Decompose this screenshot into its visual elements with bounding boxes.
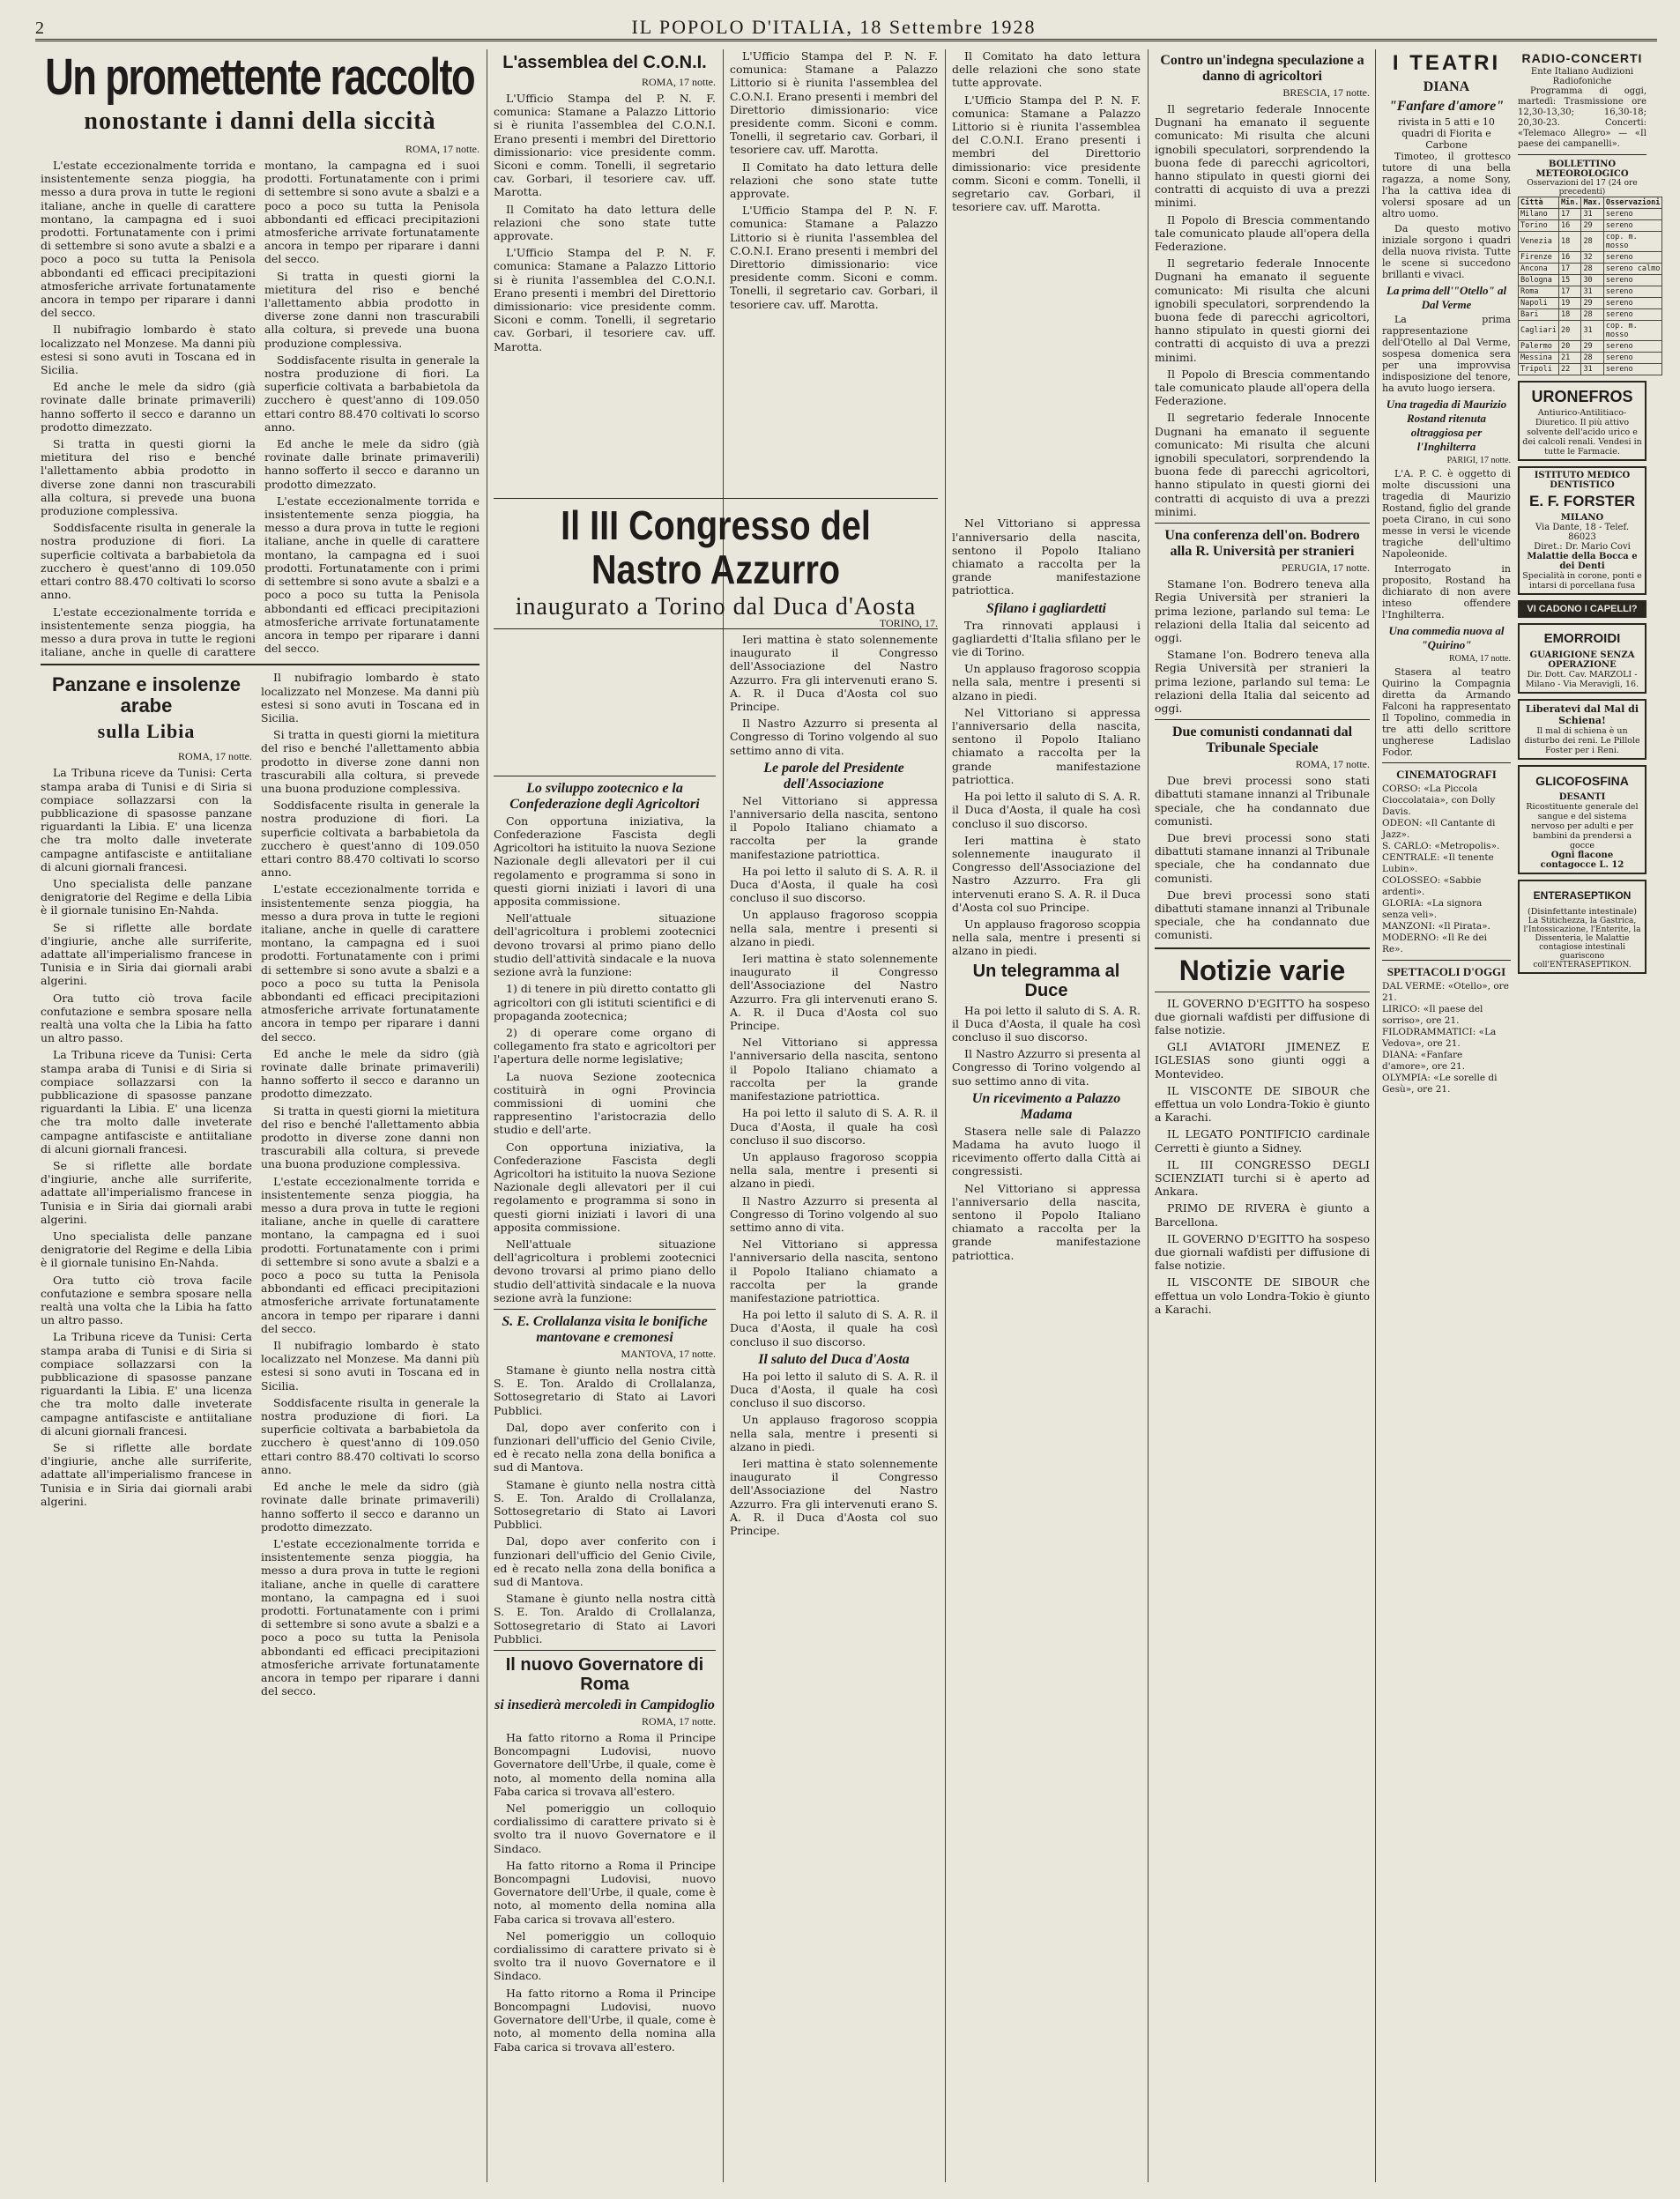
divider <box>1155 947 1370 949</box>
article-paragraph: Stamane è giunto nella nostra città S. E. Ton. Araldo di Crollalanza, Sottosegretario di Stato ai Lavori Pubblici. <box>494 1363 716 1417</box>
table-cell: 31 <box>1581 209 1603 220</box>
article-paragraph: Uno specialista delle panzane denigratorie del Regime e della Libia è il giornale tunisino En-Nahda. <box>41 876 252 917</box>
list-item: COLOSSEO: «Sabbie ardenti». <box>1382 875 1482 897</box>
table-cell: 31 <box>1581 321 1603 341</box>
table-cell: sereno <box>1603 298 1661 309</box>
article-paragraph: Stasera al teatro Quirino la Compagnia diretta da Armando Falconi ha rappresentato Il Topolino, commedia in tre atti dello scrittore ungherese Ladislao Fodor. <box>1382 666 1511 758</box>
column-4 <box>952 49 1141 2182</box>
column-3-upper <box>730 49 938 455</box>
article-paragraph: Il nubifragio lombardo è stato localizzato nel Monzese. Ma danni più estesi si sono avuti in Toscana ed in Sicilia. <box>41 323 256 377</box>
article-paragraph: Due brevi processi sono stati dibattuti stamane innanzi al Tribunale speciale, che ha condannato due comunisti. <box>1155 774 1370 828</box>
dateline: ROMA, 17 notte. <box>178 750 252 763</box>
headline-crollalanza: S. E. Crollalanza visita le bonifiche mantovane e cremonesi <box>502 1313 708 1345</box>
article-paragraph: Il Nastro Azzurro si presenta al Congresso di Torino volgendo al suo settimo anno di vita. <box>730 717 938 757</box>
article-paragraph: Il segretario federale Innocente Dugnani ha emanato il seguente comunicato: Mi risulta che alcuni ignobili speculatori, sorprendendo la buona fede di parecchi agricoltori, hanno stipulato in questi giorni dei contratti di acquisto di uva a prezzi minimi. <box>1155 256 1370 364</box>
table-cell: Messina <box>1519 353 1559 364</box>
article-paragraph: Ha poi letto il saluto di S. A. R. il Duca d'Aosta, il quale ha così concluso il suo discorso. <box>730 1308 938 1348</box>
divider <box>41 664 479 665</box>
article-paragraph: Due brevi processi sono stati dibattuti stamane innanzi al Tribunale speciale, che ha condannato due comunisti. <box>1155 888 1370 942</box>
column-1 <box>41 49 479 2182</box>
table-cell: cop. m. mosso <box>1603 321 1661 341</box>
dateline: ROMA, 17 notte. <box>1449 654 1511 664</box>
table-row <box>1519 252 1662 264</box>
table-cell: sereno <box>1603 275 1661 286</box>
list-item: CENTRALE: «Il tenente Lubin». <box>1382 852 1494 874</box>
dateline: ROMA, 17 notte. <box>405 143 479 155</box>
list-item: S. CARLO: «Metropolis». <box>1382 841 1500 851</box>
divider <box>1382 960 1511 961</box>
ad-text: Dir. Dott. Cav. MARZOLI - Milano - Via Meravigli, 16. <box>1525 670 1639 689</box>
article-paragraph: Soddisfacente risulta in generale la nostra produzione di fiori. La superficie coltivata a barbabietola da zucchero è quest'anno di 109.050 ettari contro 88.470 coltivati lo scorso anno. <box>41 521 256 602</box>
dateline: ROMA, 17 notte. <box>1296 758 1370 771</box>
table-cell: 15 <box>1558 275 1580 286</box>
notizia-item: GLI AVIATORI JIMENEZ E IGLESIAS sono giunti oggi a Montevideo. <box>1155 1040 1370 1081</box>
subhead-libia: sulla Libia <box>97 720 196 743</box>
table-cell: 18 <box>1558 309 1580 321</box>
article-paragraph: Stamane è giunto nella nostra città S. E. Ton. Araldo di Crollalanza, Sottosegretario di Stato ai Lavori Pubblici. <box>494 1477 716 1532</box>
article-paragraph: Stasera nelle sale di Palazzo Madama ha avuto luogo il ricevimento offerto dalla Città ai congressisti. <box>952 1124 1141 1178</box>
divider <box>1155 719 1370 720</box>
teatri-and-ads-column <box>1382 49 1661 2182</box>
page-number: 2 <box>35 19 46 38</box>
article-paragraph: L'Ufficio Stampa del P. N. F. comunica: Stamane a Palazzo Littorio si è riunita l'assemblea del C.O.N.I. Erano presenti i membri del Direttorio dimissionario: vice presidente comm. Siconi e comm. Tonelli, il segretario cav. Gorbari, il tesoriere cav. uff. Marotta. <box>494 92 716 199</box>
table-header: Osservazioni <box>1603 197 1661 209</box>
article-paragraph: Timoteo, il grottesco tutore di una bella ragazza, a nome Sony, l'ha la cattiva idea di volersi sposare ad un altro uomo. <box>1382 151 1511 219</box>
notizia-item: PRIMO DE RIVERA è giunto a Barcellona. <box>1155 1201 1370 1229</box>
article-paragraph: L'estate eccezionalmente torrida e insistentemente senza pioggia, ha messo a dura prova in tutte le regioni italiane, anche in quelle di carattere montano, la campagna ed i suoi prodotti. Fortunatamente con i primi di settembre si sono avute a sbalzi e a poco a poco su tutta la Penisola abbondanti ed efficaci precipitazioni atmosferiche arrivate fortunatamente ancora in tempo per riparare i danni del secco. <box>41 159 479 659</box>
newspaper-title: IL POPOLO D'ITALIA, 18 Settembre 1928 <box>631 16 1037 38</box>
notizia-item: IL GOVERNO D'EGITTO ha sospeso due giornali wafdisti per diffusione di false notizie. <box>1155 996 1370 1036</box>
article-paragraph: L'estate eccezionalmente torrida e insistentemente senza pioggia, ha messo a dura prova in tutte le regioni italiane, anche in quelle di carattere montano, la campagna ed i suoi prodotti. Fortunatamente con i primi di settembre si sono avute a sbalzi e a poco a poco su tutta la Penisola abbondanti ed efficaci precipitazioni atmosferiche arrivate fortunatamente ancora in tempo per riparare i danni del secco. <box>261 882 479 1044</box>
article-paragraph: Ed anche le mele da sidro (già rovinate dalle brinate primaverili) hanno sofferto il secco e daranno un prodotto dimezzato. <box>41 380 256 434</box>
dateline: PERUGIA, 17 notte. <box>1282 561 1370 575</box>
list-item: FILODRAMMATICI: «La Vedova», ore 21. <box>1382 1027 1497 1049</box>
ad-mal-di-schiena <box>1518 699 1647 760</box>
table-cell: sereno calmo <box>1603 264 1661 275</box>
article-paragraph: Se si riflette alle bordate d'ingiurie, anche alle surriferite, adattate all'imperialismo francese in Tunisia e in Siria dai giornali arabi algerini. <box>41 1441 252 1508</box>
article-paragraph: Ieri mattina è stato solennemente inaugurato il Congresso dell'Associazione del Nastro Azzurro. Fra gli intervenuti erano S. A. R. il Duca d'Aosta col suo Principe. <box>730 952 938 1033</box>
table-row <box>1519 232 1662 252</box>
article-paragraph: Se si riflette alle bordate d'ingiurie, anche alle surriferite, adattate all'imperialismo francese in Tunisia e in Siria dai giornali arabi algerini. <box>41 920 252 988</box>
article-paragraph: Soddisfacente risulta in generale la nostra produzione di fiori. La superficie coltivata a barbabietola da zucchero è quest'anno di 109.050 ettari contro 88.470 coltivati lo scorso anno. <box>261 1395 479 1476</box>
headline-quirino: Una commedia nuova al "Quirino" <box>1388 624 1505 651</box>
ad-name: E. F. FORSTER <box>1529 493 1635 509</box>
article-raccolto-cont <box>261 671 479 1701</box>
table-header: Max. <box>1581 197 1603 209</box>
dateline: TORINO, 17. <box>879 617 938 629</box>
divider <box>494 498 938 499</box>
meteo-title: BOLLETTINO METEOROLOGICO <box>1535 160 1629 179</box>
teatri-column <box>1382 49 1511 1096</box>
table-cell: Ancona <box>1519 264 1559 275</box>
notizia-item: IL III CONGRESSO DEGLI SCIENZIATI turchi si è aperto ad Ankara. <box>1155 1157 1370 1199</box>
table-cell: 28 <box>1581 232 1603 252</box>
ad-emorroidi <box>1518 623 1647 694</box>
article-paragraph: Nell'attuale situazione dell'agricoltura i problemi zootecnici devono trovarsi al primo piano dello studio dell'attività sindacale e la nuova sezione avrà la funzione: <box>494 911 716 979</box>
table-cell: sereno <box>1603 209 1661 220</box>
article-paragraph: Il Popolo di Brescia commentando tale comunicato plaude all'opera della Federazione. <box>1155 212 1370 254</box>
table-row <box>1519 286 1662 298</box>
ad-forster <box>1518 466 1647 595</box>
headline-otello: La prima dell'"Otello" al Dal Verme <box>1386 284 1507 311</box>
article-paragraph: Si tratta in questi giorni la mietitura del riso e benché l'allettamento abbia prodotto in diverse zone danni non trascurabili alla coltura, si prevede una buona produzione complessiva. <box>264 269 479 350</box>
list-item: CORSO: «La Piccola Cioccolataia», con Dolly Davis. <box>1382 784 1496 817</box>
table-cell: 28 <box>1581 309 1603 321</box>
table-cell: 31 <box>1581 364 1603 375</box>
teatro-diana: DIANA <box>1423 79 1470 94</box>
article-paragraph: Stamane l'on. Bodrero teneva alla Regia Università per stranieri la prima lezione, parlando sul tema: Le relazioni della Italia dal seicento ad oggi. <box>1155 648 1370 715</box>
list-item: DAL VERME: «Otello», ore 21. <box>1382 981 1509 1003</box>
table-cell: 17 <box>1558 286 1580 298</box>
ad-glicofosfina <box>1518 765 1647 874</box>
article-paragraph: Ieri mattina è stato solennemente inaugurato il Congresso dell'Associazione del Nastro Azzurro. Fra gli intervenuti erano S. A. R. il Duca d'Aosta col suo Principe. <box>730 633 938 714</box>
article-paragraph: Nel Vittoriano si appressa l'anniversario della nascita, sentono il Popolo Italiano chiamato a raccolta per la grande manifestazione patriottica. <box>952 705 1141 786</box>
table-cell: 29 <box>1581 341 1603 353</box>
ad-title: ISTITUTO MEDICO DENTISTICO <box>1534 471 1631 490</box>
column-3-lower <box>730 617 938 2186</box>
table-cell: sereno <box>1603 309 1661 321</box>
table-cell: sereno <box>1603 286 1661 298</box>
article-paragraph: Soddisfacente risulta in generale la nostra produzione di fiori. La superficie coltivata a barbabietola da zucchero è quest'anno di 109.050 ettari contro 88.470 coltivati lo scorso anno. <box>264 353 479 434</box>
dateline: BRESCIA, 17 notte. <box>1282 86 1370 99</box>
article-paragraph: Nell'attuale situazione dell'agricoltura i problemi zootecnici devono trovarsi al primo piano dello studio dell'attività sindacale e la nuova sezione avrà la funzione: <box>494 1237 716 1304</box>
dateline: ROMA, 17 notte. <box>642 1715 716 1728</box>
article-paragraph: Un applauso fragoroso scoppia nella sala, mentre i presenti si alzano in piedi. <box>952 917 1141 958</box>
article-paragraph: Tra rinnovati applausi i gagliardetti d'Italia sfilano per le vie di Torino. <box>952 618 1141 659</box>
table-row <box>1519 209 1662 220</box>
table-cell: 22 <box>1558 364 1580 375</box>
headline-parole-presidente: Le parole del Presidente dell'Associazione <box>763 760 904 791</box>
ad-city: MILANO <box>1560 513 1604 523</box>
article-paragraph: La Tribuna riceve da Tunisi: Certa stampa araba di Tunisi e di Siria si compiace sollazzarsi con la pubblicazione di spasosse panzane riguardanti la Libia. E' una licenza che tra molto dalle inveterate campagne antifasciste e antiitaliane di alcuni giornali francesi. <box>41 1048 252 1155</box>
article-paragraph: Soddisfacente risulta in generale la nostra produzione di fiori. La superficie coltivata a barbabietola da zucchero è quest'anno di 109.050 ettari contro 88.470 coltivati lo scorso anno. <box>261 799 479 880</box>
dateline: ROMA, 17 notte. <box>642 76 716 88</box>
column-rule <box>945 49 946 2182</box>
table-cell: 20 <box>1558 341 1580 353</box>
table-cell: 28 <box>1581 353 1603 364</box>
table-cell: 16 <box>1558 220 1580 232</box>
ad-title: ENTERASEPTIKON <box>1533 889 1632 902</box>
article-paragraph: Stamane l'on. Bodrero teneva alla Regia Università per stranieri la prima lezione, parlando sul tema: Le relazioni della Italia dal seicento ad oggi. <box>1155 577 1370 644</box>
table-row <box>1519 309 1662 321</box>
table-cell: sereno <box>1603 220 1661 232</box>
article-paragraph: Nel Vittoriano si appressa l'anniversario della nascita, sentono il Popolo Italiano chiamato a raccolta per la grande manifestazione patriottica. <box>730 793 938 861</box>
article-paragraph: Ha poi letto il saluto di S. A. R. il Duca d'Aosta, il quale ha così concluso il suo discorso. <box>730 1369 938 1410</box>
headline-telegramma: Un telegramma al Duce <box>972 961 1120 1000</box>
article-paragraph: 1) di tenere in più diretto contatto gli agricoltori con gli istituti scientifici e di propaganda zootecnica; <box>494 982 716 1022</box>
article-paragraph: Si tratta in questi giorni la mietitura del riso e benché l'allettamento abbia prodotto in diverse zone danni non trascurabili alla coltura, si prevede una buona produzione complessiva. <box>261 728 479 795</box>
article-paragraph: Stamane è giunto nella nostra città S. E. Ton. Araldo di Crollalanza, Sottosegretario di Stato ai Lavori Pubblici. <box>494 1592 716 1646</box>
article-paragraph: La Tribuna riceve da Tunisi: Certa stampa araba di Tunisi e di Siria si compiace sollazzarsi con la pubblicazione di spasosse panzane riguardanti la Libia. E' una licenza che tra molto dalle inveterate campagne antifasciste e antiitaliane di alcuni giornali francesi. <box>41 766 252 873</box>
ad-address: Via Dante, 18 - Telef. 86023 <box>1535 523 1629 542</box>
article-raccolto <box>41 159 479 658</box>
headline-zootecnico: Lo sviluppo zootecnico e la Confederazione degli Agricoltori <box>509 780 700 812</box>
ad-title: Liberatevi dal Mal di Schiena! <box>1525 703 1639 726</box>
divider <box>1382 762 1511 763</box>
table-row <box>1519 220 1662 232</box>
article-paragraph: Il Comitato ha dato lettura delle relazioni che sono state tutte approvate. <box>730 160 938 201</box>
column-rule <box>1375 49 1376 2182</box>
headline-gagliardetti: Sfilano i gagliardetti <box>985 600 1106 616</box>
article-paragraph: Il Popolo di Brescia commentando tale comunicato plaude all'opera della Federazione. <box>1155 367 1370 408</box>
article-paragraph: Il Nastro Azzurro si presenta al Congresso di Torino volgendo al suo settimo anno di vita. <box>952 1047 1141 1088</box>
ad-uronefros <box>1518 381 1647 461</box>
dateline: MANTOVA, 17 notte. <box>621 1347 716 1360</box>
table-cell: 20 <box>1558 321 1580 341</box>
notizie-varie-title: Notizie varie <box>1178 954 1346 986</box>
article-paragraph: Dal, dopo aver conferito con i funzionari dell'ufficio del Genio Civile, ed è recato nella zona della bonifica a sud di Mantova. <box>494 1534 716 1589</box>
table-cell: sereno <box>1603 341 1661 353</box>
article-paragraph: Un applauso fragoroso scoppia nella sala, mentre i presenti si alzano in piedi. <box>730 1413 938 1453</box>
article-paragraph: Ha fatto ritorno a Roma il Principe Boncompagni Ludovisi, nuovo Governatore dell'Urbe, il quale, come è noto, al momento della nomina alla Faba carica si trovava all'estero. <box>494 1986 716 2054</box>
article-paragraph: L'Ufficio Stampa del P. N. F. comunica: Stamane a Palazzo Littorio si è riunita l'assemblea del C.O.N.I. Erano presenti i membri del Direttorio dimissionario: vice presidente comm. Siconi e comm. Tonelli, il segretario cav. Gorbari, il tesoriere cav. uff. Marotta. <box>730 204 938 311</box>
ad-title: EMORROIDI <box>1543 631 1621 646</box>
article-paragraph: L'A. P. C. è oggetto di molte discussioni una tragedia di Maurizio Rostand, figlio del grande poeta Cirano, in cui sono messe in versi le vicende tragiche dell'ultimo Napoleonide. <box>1382 468 1511 560</box>
list-item: GLORIA: «La signora senza veli». <box>1382 898 1483 920</box>
table-cell: Venezia <box>1519 232 1559 252</box>
table-cell: 30 <box>1581 275 1603 286</box>
table-cell: 29 <box>1581 298 1603 309</box>
table-cell: 18 <box>1558 232 1580 252</box>
ad-text: Specialità in corone, ponti e intarsi di porcellana fusa <box>1522 571 1642 591</box>
table-header: Città <box>1519 197 1559 209</box>
ad-text: La Stitichezza, la Gastrica, l'Intossicazione, l'Enterite, la Dissenteria, le Malattie contagiose intestinali guariscono coll'ENTERASEPTIKON. <box>1523 917 1641 969</box>
article-paragraph: Con opportuna iniziativa, la Confederazione Fascista degli Agricoltori ha istituito la nuova Sezione Nazionale degli allevatori per il cui regolamento e programma si sono in questi giorni iniziati i lavori di una apposita commissione. <box>494 813 716 909</box>
article-paragraph: Ha fatto ritorno a Roma il Principe Boncompagni Ludovisi, nuovo Governatore dell'Urbe, il quale, come è noto, al momento della nomina alla Faba carica si trovava all'estero. <box>494 1731 716 1798</box>
cinema-list <box>1382 784 1511 955</box>
headline-speculazione: Contro un'indegna speculazione a danno di agricoltori <box>1160 53 1364 84</box>
meteo-subtitle: Osservazioni del 17 (24 ore precedenti) <box>1527 179 1638 197</box>
article-paragraph: Se si riflette alle bordate d'ingiurie, anche alle surriferite, adattate all'imperialismo francese in Tunisia e in Siria dai giornali arabi algerini. <box>41 1159 252 1226</box>
subhead-campidoglio: si insedierà mercoledì in Campidoglio <box>494 1698 715 1713</box>
table-row <box>1519 341 1662 353</box>
table-cell: Bari <box>1519 309 1559 321</box>
ad-specialty: Malattie della Bocca e dei Denti <box>1527 552 1638 571</box>
ad-subtitle: (Disinfettante intestinale) <box>1528 907 1637 917</box>
table-cell: Bologna <box>1519 275 1559 286</box>
list-item: MANZONI: «Il Pirata». <box>1382 921 1490 932</box>
article-panzane <box>41 671 252 1512</box>
article-paragraph: Il nubifragio lombardo è stato localizzato nel Monzese. Ma danni più estesi si sono avuti in Toscana ed in Sicilia. <box>261 1339 479 1393</box>
table-cell: 31 <box>1581 286 1603 298</box>
article-paragraph: L'Ufficio Stampa del P. N. F. comunica: Stamane a Palazzo Littorio si è riunita l'assemblea del C.O.N.I. Erano presenti i membri del Direttorio dimissionario: vice presidente comm. Siconi e comm. Tonelli, il segretario cav. Gorbari, il tesoriere cav. uff. Marotta. <box>952 93 1141 214</box>
subhead-torino: inaugurato a Torino dal Duca d'Aosta <box>515 593 917 620</box>
ad-price: Ogni flacone contagocce L. 12 <box>1540 851 1624 870</box>
article-paragraph: Nel Vittoriano si appressa l'anniversario della nascita, sentono il Popolo Italiano chiamato a raccolta per la grande manifestazione patriottica. <box>730 1036 938 1103</box>
table-cell: Cagliari <box>1519 321 1559 341</box>
ad-name: DESANTI <box>1558 792 1606 802</box>
article-paragraph: L'estate eccezionalmente torrida e insistentemente senza pioggia, ha messo a dura prova in tutte le regioni italiane, anche in quelle di carattere montano, la campagna ed i suoi prodotti. Fortunatamente con i primi di settembre si sono avute a sbalzi e a poco a poco su tutta la Penisola abbondanti ed efficaci precipitazioni atmosferiche arrivate fortunatamente ancora in tempo per riparare i danni del secco. <box>264 494 479 656</box>
headline-rostand: Una tragedia di Maurizio Rostand ritenuta oltraggiosa per l'Inghilterra <box>1386 397 1507 453</box>
article-paragraph: Ha poi letto il saluto di S. A. R. il Duca d'Aosta, il quale ha così concluso il suo discorso. <box>952 1003 1141 1044</box>
article-paragraph: Il segretario federale Innocente Dugnani ha emanato il seguente comunicato: Mi risulta che alcuni ignobili speculatori, sorprendendo la buona fede di parecchi agricoltori, hanno stipulato in questi giorni dei contratti di acquisto di uva a prezzi minimi. <box>1155 411 1370 518</box>
article-paragraph: 2) di operare come organo di collegamento fra stato e agricoltori per l'apertura delle norme legislative; <box>494 1025 716 1066</box>
headline-saluto-duca: Il saluto del Duca d'Aosta <box>758 1351 910 1367</box>
show-title: "Fanfare d'amore" <box>1388 99 1505 114</box>
article-paragraph: L'Ufficio Stampa del P. N. F. comunica: Stamane a Palazzo Littorio si è riunita l'assemblea del C.O.N.I. Erano presenti i membri del Direttorio dimissionario: vice presidente comm. Siconi e comm. Tonelli, il segretario cav. Gorbari, il tesoriere cav. uff. Marotta. <box>730 49 938 157</box>
headline-governatore: Il nuovo Governatore di Roma <box>505 1655 704 1695</box>
notizia-item: IL VISCONTE DE SIBOUR che effettua un volo Londra-Tokio è giunto a Karachi. <box>1155 1083 1370 1125</box>
table-cell: sereno <box>1603 252 1661 264</box>
article-paragraph: Ha poi letto il saluto di S. A. R. il Duca d'Aosta, il quale ha così concluso il suo discorso. <box>730 1106 938 1147</box>
article-paragraph: Nel Vittoriano si appressa l'anniversario della nascita, sentono il Popolo Italiano chiamato a raccolta per la grande manifestazione patriottica. <box>952 1181 1141 1262</box>
table-row <box>1519 264 1662 275</box>
article-paragraph: Il Comitato ha dato lettura delle relazioni che sono state tutte approvate. <box>494 202 716 243</box>
article-paragraph: Si tratta in questi giorni la mietitura del riso e benché l'allettamento abbia prodotto in diverse zone danni non trascurabili alla coltura, si prevede una buona produzione complessiva. <box>41 437 256 518</box>
spettacoli-list <box>1382 981 1511 1096</box>
article-paragraph: Il nubifragio lombardo è stato localizzato nel Monzese. Ma danni più estesi si sono avuti in Toscana ed in Sicilia. <box>261 671 479 724</box>
subhead-siccita: nonostante i danni della siccità <box>84 108 436 135</box>
ad-director: Diret.: Dr. Mario Covi <box>1534 542 1631 552</box>
dateline: PARIGI, 17 notte. <box>1446 456 1511 465</box>
table-cell: Palermo <box>1519 341 1559 353</box>
list-item: LIRICO: «Il paese del sorriso», ore 21. <box>1382 1004 1483 1026</box>
article-paragraph: L'estate eccezionalmente torrida e insistentemente senza pioggia, ha messo a dura prova in tutte le regioni italiane, anche in quelle di carattere montano, la campagna ed i suoi prodotti. Fortunatamente con i primi di settembre si sono avute a sbalzi e a poco a poco su tutta la Penisola abbondanti ed efficaci precipitazioni atmosferiche arrivate fortunatamente ancora in tempo per riparare i danni del secco. <box>41 159 256 320</box>
radio-and-ads-column <box>1518 49 1661 1096</box>
ad-title: GLICOFOSFINA <box>1535 774 1629 788</box>
table-cell: 19 <box>1558 298 1580 309</box>
table-cell: sereno <box>1603 364 1661 375</box>
table-cell: sereno <box>1603 353 1661 364</box>
ad-text: Ricostituente generale del sangue e del sistema nervoso per adulti e per bambini da prendersi a gocce <box>1526 802 1639 851</box>
article-paragraph: Nel pomeriggio un colloquio cordialissimo di carattere privato si è svolto tra il nuovo Governatore e il Sindaco. <box>494 1802 716 1855</box>
radio-subtitle: Ente Italiano Audizioni Radiofoniche <box>1530 67 1634 86</box>
article-paragraph: Nel pomeriggio un colloquio cordialissimo di carattere privato si è svolto tra il nuovo Governatore e il Sindaco. <box>494 1928 716 1983</box>
column-5 <box>1155 49 1370 2182</box>
headline-nastro-azzurro: Il III Congresso del Nastro Azzurro <box>561 502 871 592</box>
article-paragraph: Un applauso fragoroso scoppia nella sala, mentre i presenti si alzano in piedi. <box>730 1149 938 1191</box>
table-cell: Napoli <box>1519 298 1559 309</box>
article-paragraph: Ora tutto ciò trova facile confutazione e sembra sposare nella realtà una volta che la Libia ha fatto un altro passo. <box>41 1273 252 1327</box>
article-paragraph: La nuova Sezione zootecnica costituirà in ogni Provincia commissioni di uomini che rappresentino l'aristocrazia dello studio e dell'arte. <box>494 1069 716 1137</box>
article-paragraph: Con opportuna iniziativa, la Confederazione Fascista degli Agricoltori ha istituito la nuova Sezione Nazionale degli allevatori per il cui regolamento e programma si sono in questi giorni iniziati i lavori di una apposita commissione. <box>494 1140 716 1234</box>
article-paragraph: Ora tutto ciò trova facile confutazione e sembra sposare nella realtà una volta che la Libia ha fatto un altro passo. <box>41 991 252 1045</box>
article-paragraph: Il segretario federale Innocente Dugnani ha emanato il seguente comunicato: Mi risulta che alcuni ignobili speculatori, sorprendendo la buona fede di parecchi agricoltori, hanno stipulato in questi giorni dei contratti di acquisto di uva a prezzi minimi. <box>1155 102 1370 210</box>
ad-text: Il mal di schiena è un disturbo dei reni. Le Pillole Foster per i Reni. <box>1524 726 1640 755</box>
table-cell: 17 <box>1558 209 1580 220</box>
notizia-item: IL GOVERNO D'EGITTO ha sospeso due giornali wafdisti per diffusione di false notizie. <box>1155 1231 1370 1273</box>
headline-coni: L'assemblea del C.O.N.I. <box>502 53 707 72</box>
article-paragraph: Ieri mattina è stato solennemente inaugurato il Congresso dell'Associazione del Nastro Azzurro. Fra gli intervenuti erano S. A. R. il Duca d'Aosta col suo Principe. <box>730 1456 938 1537</box>
table-cell: Roma <box>1519 286 1559 298</box>
article-paragraph: Ha fatto ritorno a Roma il Principe Boncompagni Ludovisi, nuovo Governatore dell'Urbe, il quale, come è noto, al momento della nomina alla Faba carica si trovava all'estero. <box>494 1858 716 1926</box>
article-paragraph: La Tribuna riceve da Tunisi: Certa stampa araba di Tunisi e di Siria si compiace sollazzarsi con la pubblicazione di spasosse panzane riguardanti la Libia. E' una licenza che tra molto dalle inveterate campagne antifasciste e antiitaliane di alcuni giornali francesi. <box>41 1330 252 1438</box>
table-row <box>1519 353 1662 364</box>
ad-title: URONEFROS <box>1531 388 1633 405</box>
radio-text: Programma di oggi, martedì: Trasmissione ore 12,30-13,30; 16,30-18; 20,30-23. Concerti: «Telemaco Allegro» — «Il paese dei campanelli». <box>1518 86 1647 149</box>
list-item: MODERNO: «Il Re dei Re». <box>1382 932 1488 955</box>
article-paragraph: Nel Vittoriano si appressa l'anniversario della nascita, sentono il Popolo Italiano chiamato a raccolta per la grande manifestazione patriottica. <box>952 516 1141 598</box>
article-paragraph: Due brevi processi sono stati dibattuti stamane innanzi al Tribunale speciale, che ha condannato due comunisti. <box>1155 830 1370 885</box>
article-paragraph: Il Nastro Azzurro si presenta al Congresso di Torino volgendo al suo settimo anno di vita. <box>730 1193 938 1234</box>
table-header: Min. <box>1558 197 1580 209</box>
article-paragraph: La prima rappresentazione dell'Otello al Dal Verme, sospesa domenica sera per una improvvisa indisposizione del tenore, ha avuto luogo iersera. <box>1382 314 1511 394</box>
table-cell: Torino <box>1519 220 1559 232</box>
teatri-title: I TEATRI <box>1392 51 1501 75</box>
table-row <box>1519 275 1662 286</box>
table-row <box>1519 321 1662 341</box>
meteo-table <box>1518 197 1662 375</box>
headline-panzane: Panzane e insolenze arabe <box>52 673 241 717</box>
table-row <box>1519 364 1662 375</box>
table-row <box>1519 298 1662 309</box>
headline-ricevimento: Un ricevimento a Palazzo Madama <box>971 1090 1121 1122</box>
table-cell: 28 <box>1581 264 1603 275</box>
list-item: DIANA: «Fanfare d'amore», ore 21. <box>1382 1050 1466 1072</box>
table-cell: Tripoli <box>1519 364 1559 375</box>
article-paragraph: L'Ufficio Stampa del P. N. F. comunica: Stamane a Palazzo Littorio si è riunita l'assemblea del C.O.N.I. Erano presenti i membri del Direttorio dimissionario: vice presidente comm. Siconi e comm. Tonelli, il segretario cav. Gorbari, il tesoriere cav. uff. Marotta. <box>494 246 716 353</box>
notizia-item: IL VISCONTE DE SIBOUR che effettua un volo Londra-Tokio è giunto a Karachi. <box>1155 1275 1370 1316</box>
article-paragraph: Dal, dopo aver conferito con i funzionari dell'ufficio del Genio Civile, ed è recato nella zona della bonifica a sud di Mantova. <box>494 1420 716 1475</box>
article-paragraph: Si tratta in questi giorni la mietitura del riso e benché l'allettamento abbia prodotto in diverse zone danni non trascurabili alla coltura, si prevede una buona produzione complessiva. <box>261 1103 479 1171</box>
table-cell: cop. m. mosso <box>1603 232 1661 252</box>
radio-title: RADIO-CONCERTI <box>1521 51 1643 65</box>
article-paragraph: Ieri mattina è stato solennemente inaugurato il Congresso dell'Associazione del Nastro Azzurro. Fra gli intervenuti erano S. A. R. il Duca d'Aosta col suo Principe. <box>952 833 1141 914</box>
show-subtitle: rivista in 5 atti e 10 quadri di Fiorita e Carbone <box>1398 116 1495 151</box>
headline-comunisti: Due comunisti condannati dal Tribunale Speciale <box>1171 724 1353 756</box>
masthead <box>35 12 1657 41</box>
article-paragraph: Interrogato in proposito, Rostand ha dichiarato di non avere inteso offendere l'Inghilterra. <box>1382 563 1511 620</box>
table-cell: 16 <box>1558 252 1580 264</box>
article-paragraph: Ed anche le mele da sidro (già rovinate dalle brinate primaverili) hanno sofferto il secco e daranno un prodotto dimezzato. <box>264 437 479 491</box>
article-paragraph: Un applauso fragoroso scoppia nella sala, mentre i presenti si alzano in piedi. <box>952 662 1141 702</box>
ad-text: Antiurico-Antilitiaco-Diuretico. Il più attivo solvente dell'acido urico e dei calcoli renali. Vendesi in tutte le Farmacie. <box>1522 408 1642 457</box>
ad-capelli: VI CADONO I CAPELLI? <box>1518 600 1647 618</box>
article-paragraph: Uno specialista delle panzane denigratorie del Regime e della Libia è il giornale tunisino En-Nahda. <box>41 1230 252 1270</box>
article-paragraph: Ed anche le mele da sidro (già rovinate dalle brinate primaverili) hanno sofferto il secco e daranno un prodotto dimezzato. <box>261 1046 479 1101</box>
article-paragraph: Ed anche le mele da sidro (già rovinate dalle brinate primaverili) hanno sofferto il secco e daranno un prodotto dimezzato. <box>261 1480 479 1534</box>
list-item: OLYMPIA: «Le sorelle di Gesù», ore 21. <box>1382 1073 1498 1095</box>
table-cell: 17 <box>1558 264 1580 275</box>
article-paragraph: Ha poi letto il saluto di S. A. R. il Duca d'Aosta, il quale ha così concluso il suo discorso. <box>730 864 938 905</box>
ad-enteraseptikon <box>1518 880 1647 974</box>
article-paragraph: L'estate eccezionalmente torrida e insistentemente senza pioggia, ha messo a dura prova in tutte le regioni italiane, anche in quelle di carattere montano, la campagna ed i suoi prodotti. Fortunatamente con i primi di settembre si sono avute a sbalzi e a poco a poco su tutta la Penisola abbondanti ed efficaci precipitazioni atmosferiche arrivate fortunatamente ancora in tempo per riparare i danni del secco. <box>261 1536 479 1698</box>
article-paragraph: Ha poi letto il saluto di S. A. R. il Duca d'Aosta, il quale ha così concluso il suo discorso. <box>952 790 1141 830</box>
article-paragraph: Un applauso fragoroso scoppia nella sala, mentre i presenti si alzano in piedi. <box>730 908 938 948</box>
table-cell: Firenze <box>1519 252 1559 264</box>
table-cell: 32 <box>1581 252 1603 264</box>
table-cell: 29 <box>1581 220 1603 232</box>
notizia-item: IL LEGATO PONTIFICIO cardinale Cerretti è giunto a Sidney. <box>1155 1127 1370 1155</box>
headline-bodrero: Una conferenza dell'on. Bodrero alla R. Università per stranieri <box>1164 528 1360 560</box>
article-paragraph: L'estate eccezionalmente torrida e insistentemente senza pioggia, ha messo a dura prova in tutte le regioni italiane, anche in quelle di carattere montano, la campagna ed i suoi prodotti. Fortunatamente con i primi di settembre si sono avute a sbalzi e a poco a poco su tutta la Penisola abbondanti ed efficaci precipitazioni atmosferiche arrivate fortunatamente ancora in tempo per riparare i danni del secco. <box>261 1174 479 1335</box>
cinematografi-title: CINEMATOGRAFI <box>1396 768 1497 781</box>
table-cell: 21 <box>1558 353 1580 364</box>
article-paragraph: Da questo motivo iniziale sorgono i quadri della nuova rivista. Tutte le scene si succedono brillanti e vivaci. <box>1382 223 1511 280</box>
spettacoli-title: SPETTACOLI D'OGGI <box>1386 965 1506 978</box>
headline-raccolto: Un promettente raccolto <box>45 48 475 106</box>
divider <box>1155 523 1370 524</box>
table-cell: Milano <box>1519 209 1559 220</box>
divider <box>1518 154 1647 155</box>
article-paragraph: Il Comitato ha dato lettura delle relazioni che sono state tutte approvate. <box>952 49 1141 90</box>
ad-subtitle: GUARIGIONE SENZA OPERAZIONE <box>1529 650 1635 670</box>
article-paragraph: Nel Vittoriano si appressa l'anniversario della nascita, sentono il Popolo Italiano chiamato a raccolta per la grande manifestazione patriottica. <box>730 1237 938 1304</box>
list-item: ODEON: «Il Cantante di Jazz». <box>1382 818 1496 840</box>
